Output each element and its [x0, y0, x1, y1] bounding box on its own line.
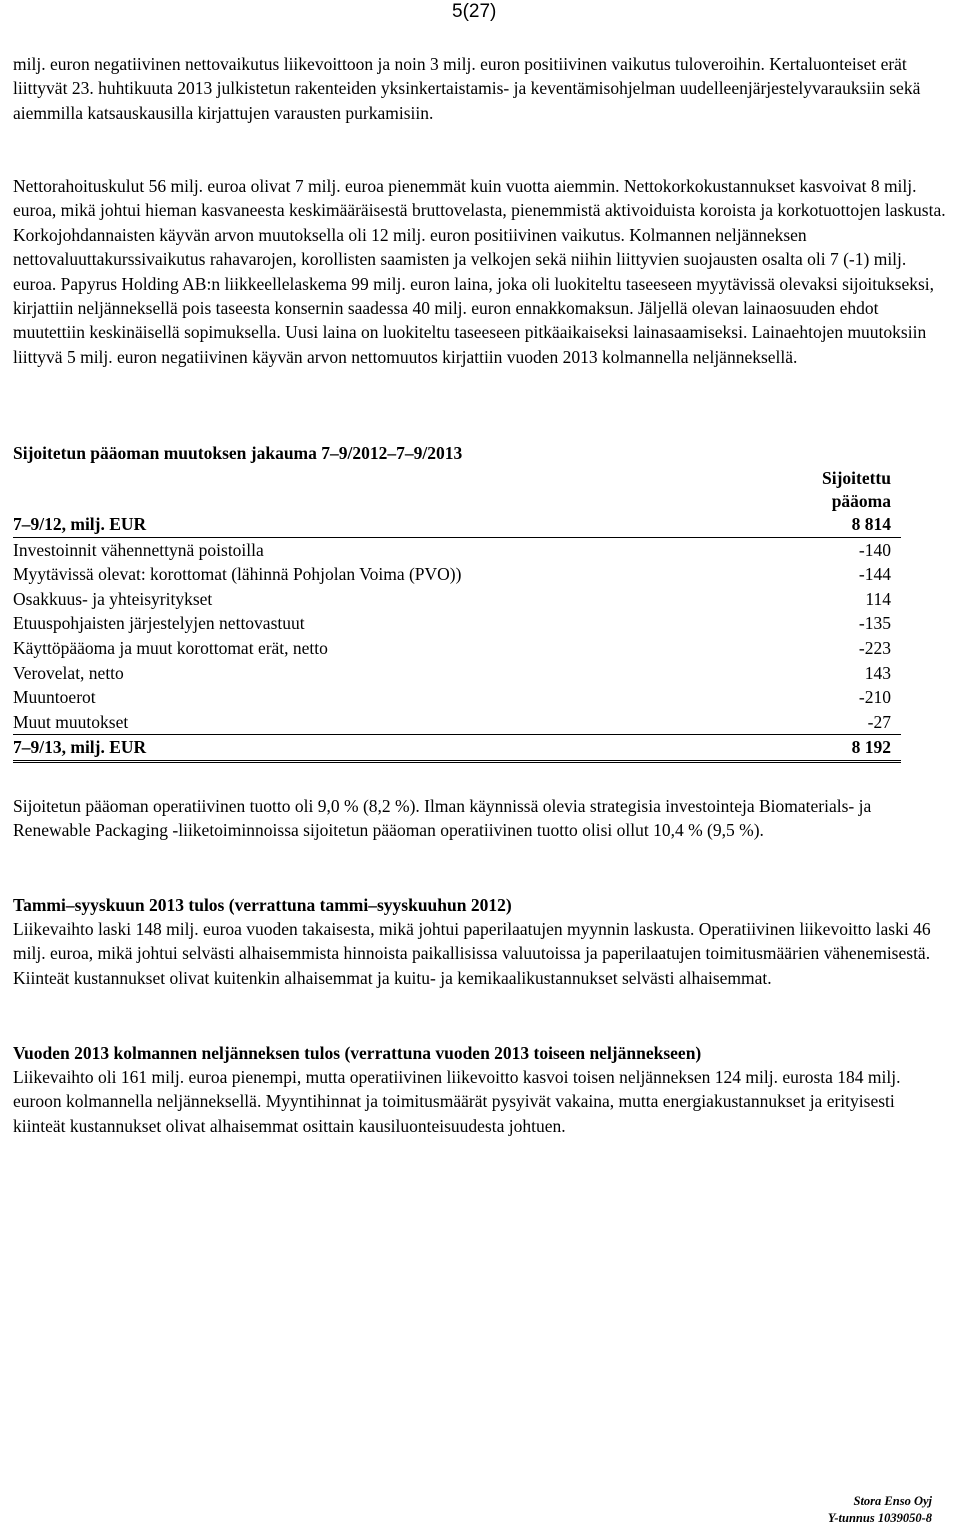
row-label: 7–9/12, milj. EUR [13, 514, 147, 534]
table-title: Sijoitetun pääoman muutoksen jakauma 7–9/2012–7–9/2013 [13, 443, 463, 463]
row-value: 8 192 [851, 737, 891, 758]
row-value: -140 [858, 539, 891, 560]
footer-business-id: Y-tunnus 1039050-8 [827, 1511, 932, 1525]
table-row [13, 611, 901, 636]
table-double-rule [13, 760, 901, 763]
table-row [13, 562, 901, 587]
row-label: Muut muutokset [13, 711, 129, 732]
table-body [13, 538, 901, 735]
heading-q3-result: Vuoden 2013 kolmannen neljänneksen tulos (verrattuna vuoden 2013 toiseen neljännekseen) [13, 1043, 702, 1063]
row-value: 143 [864, 662, 891, 683]
table-row-opening [13, 512, 901, 537]
row-value: 114 [865, 588, 891, 609]
row-value: -210 [858, 687, 891, 708]
paragraph-roce: Sijoitetun pääoman operatiivinen tuotto oli 9,0 % (8,2 %). Ilman käynnissä olevia strategisia investointeja Biomaterials- ja Renewable Packaging -liiketoiminnoissa sijoitetun pääoman operatiivinen tuotto olisi ollut 10,4 % (9,5 %). [13, 796, 872, 841]
row-label: Etuuspohjaisten järjestelyjen nettovastuut [13, 613, 305, 634]
table-row-closing [13, 735, 901, 760]
page-number: 5(27) [452, 1, 497, 22]
paragraph-q3-result: Liikevaihto oli 161 milj. euroa pienempi, mutta operatiivinen liikevoitto kasvoi toisen neljänneksen 124 milj. eurosta 184 milj. euroon kolmannella neljänneksellä. Myyntihinnat ja toimitusmäärät pysyivät vakaina, mutta energiakustannukset ja erityisesti kiinteät kustannukset olivat alhaisemmat osittain kausiluonteisuudesta johtuen. [13, 1067, 901, 1136]
row-label: Osakkuus- ja yhteisyritykset [13, 588, 213, 609]
table-row [13, 636, 901, 661]
row-label: Käyttöpääoma ja muut korottomat erät, netto [13, 637, 328, 658]
row-label: 7–9/13, milj. EUR [13, 737, 147, 758]
row-label: Muuntoerot [13, 687, 96, 708]
row-value: -27 [867, 711, 891, 732]
row-label: Investoinnit vähennettynä poistoilla [13, 539, 264, 560]
paragraph-intro: milj. euron negatiivinen nettovaikutus liikevoittoon ja noin 3 milj. euron positiivinen vaikutus tuloveroihin. Kertaluonteiset erät liittyvät 23. huhtikuuta 2013 julkistetun rakenteiden yksinkertaistamis- ja keventämisohjelman uudelleenjärjestelyvarauksiin sekä aiemmilla katsauskausilla kirjattujen varausten purkamisiin. [13, 54, 921, 123]
table-row [13, 538, 901, 563]
heading-ytd-result: Tammi–syyskuun 2013 tulos (verrattuna tammi–syyskuuhun 2012) [13, 895, 512, 915]
row-label: Verovelat, netto [13, 662, 124, 683]
row-value: -223 [858, 637, 891, 658]
paragraph-financial-costs: Nettorahoituskulut 56 milj. euroa olivat 7 milj. euroa pienemmät kuin vuotta aiemmin. Nettokorkokustannukset kasvoivat 8 milj. euroa, mikä johtui hieman kasvaneesta keskimääräisestä bruttovelasta, pienemmistä aktivoiduista koroista ja korkotuottojen laskusta. Korkojohdannaisten käyvän arvon muutoksella oli 12 milj. euron positiivinen vaikutus. Kolmannen neljänneksen nettovaluuttakurssivaikutus rahavarojen, korollisten saamisten ja velkojen sekä niihin liittyvien suojausten osalta oli 7 (-1) milj. euroa. Papyrus Holding AB:n liikkeellelaskema 99 milj. euron laina, joka oli luokiteltu taseeseen myytävissä olevaksi sijoitukseksi, kirjattiin neljänneksellä pois taseesta konsernin saadessa 40 milj. euron ennakkomaksun. Jäljellä olevan lainaosuuden ehdot muutettiin keskinäisellä sopimuksella. Uusi laina on luokiteltu taseeseen pitkäaikaiseksi lainasaamiseksi. Lainaehtojen muutoksiin liittyvä 5 milj. euron negatiivinen käyvän arvon nettomuutos kirjattiin vuoden 2013 kolmannella neljänneksellä. [13, 176, 946, 367]
page-footer [828, 1493, 932, 1527]
table-row [13, 685, 901, 710]
capital-employed-table [13, 467, 901, 763]
column-header [13, 467, 901, 512]
table-row [13, 710, 901, 735]
row-value: -135 [858, 613, 891, 634]
table-row [13, 587, 901, 612]
column-header-line-2: pääoma [831, 490, 891, 511]
paragraph-ytd-result: Liikevaihto laski 148 milj. euroa vuoden takaisesta, mikä johtui paperilaatujen myynnin laskusta. Operatiivinen liikevoitto laski 46 milj. euroa, mikä johtui selvästi alhaisemmista hinnoista paikallisissa valuutoissa ja paperilaatujen toimitusmäärien vähenemisestä. Kiinteät kustannukset olivat kuitenkin alhaisemmat ja kuitu- ja kemikaalikustannukset selvästi alhaisemmat. [13, 919, 931, 988]
row-value: 8 814 [851, 514, 891, 534]
row-label: Myytävissä olevat: korottomat (lähinnä Pohjolan Voima (PVO)) [13, 564, 462, 585]
row-value: -144 [858, 564, 891, 585]
column-header-line-1: Sijoitettu [821, 468, 891, 488]
footer-company: Stora Enso Oyj [853, 1494, 932, 1508]
table-row [13, 661, 901, 686]
